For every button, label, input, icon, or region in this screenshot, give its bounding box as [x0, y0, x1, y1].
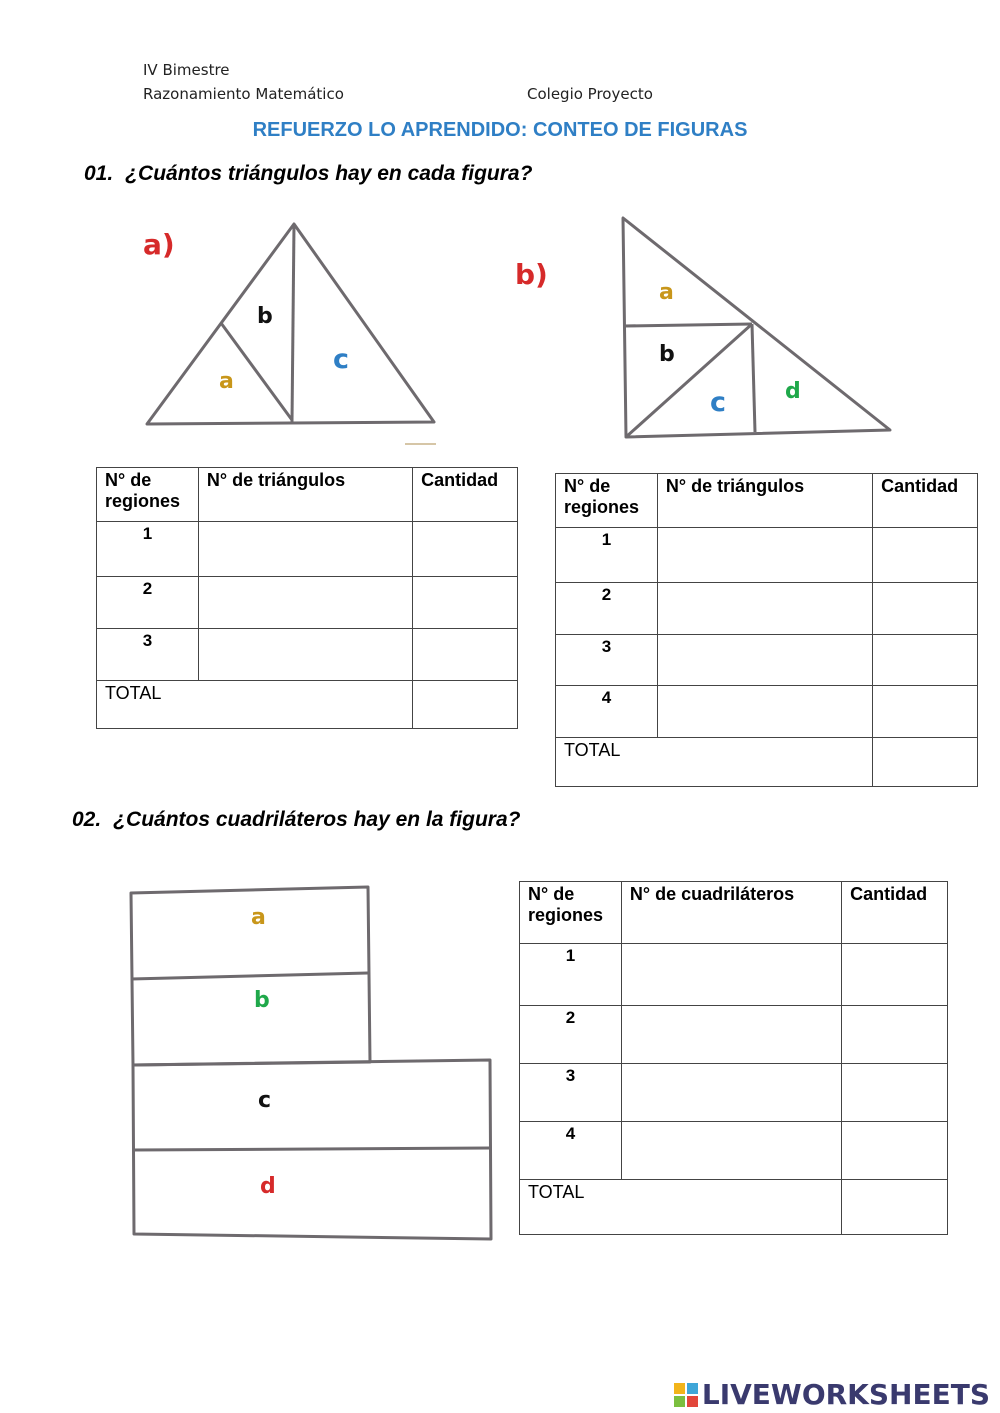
figure-a-region-c: c — [333, 344, 350, 375]
table-q2-header-quadrilaterals: N° de cuadriláteros — [621, 882, 841, 944]
figure-q2-region-b: b — [254, 988, 270, 1013]
table-b-row-2-triangles-cell[interactable] — [657, 583, 872, 635]
table-figure-q2 — [519, 881, 948, 1235]
table-q2-row-3-regions: 3 — [520, 1064, 622, 1122]
table-a-row-2-regions: 2 — [97, 577, 199, 629]
liveworksheets-logo-text: LIVEWORKSHEETS — [701, 1378, 990, 1411]
table-b-row-2-regions: 2 — [556, 583, 658, 635]
figure-b-triangle — [623, 218, 890, 437]
table-b-row-3-regions: 3 — [556, 635, 658, 686]
table-q2-row-2-quadrilaterals-cell[interactable] — [621, 1006, 841, 1064]
table-a-header-regions: N° de regiones — [97, 468, 199, 522]
figure-b-label: b) — [515, 258, 548, 291]
table-b-total-cell[interactable] — [873, 738, 978, 787]
table-q2-row-1-quadrilaterals-cell[interactable] — [621, 944, 841, 1006]
table-q2-row-3-quantity-cell[interactable] — [842, 1064, 948, 1122]
question-2-text: ¿Cuántos cuadriláteros hay en la figura? — [113, 808, 521, 831]
figure-a-region-b: b — [257, 304, 273, 329]
table-q2-row-1-quantity-cell[interactable] — [842, 944, 948, 1006]
table-b-row-2-quantity-cell[interactable] — [873, 583, 978, 635]
table-b-row-4-triangles-cell[interactable] — [657, 686, 872, 738]
figure-q2-region-a: a — [251, 905, 266, 930]
table-b-row-3-triangles-cell[interactable] — [657, 635, 872, 686]
table-q2-row-2-regions: 2 — [520, 1006, 622, 1064]
table-a-row-2-quantity-cell[interactable] — [413, 577, 518, 629]
table-a-row-3-quantity-cell[interactable] — [413, 629, 518, 681]
figure-q2-region-d: d — [260, 1174, 276, 1199]
table-b-row-4-quantity-cell[interactable] — [873, 686, 978, 738]
table-b-header-triangles: N° de triángulos — [657, 474, 872, 528]
table-q2-row-2-quantity-cell[interactable] — [842, 1006, 948, 1064]
figure-q2-rectangles — [131, 887, 491, 1239]
figure-b-region-a: a — [659, 280, 674, 305]
liveworksheets-logo — [674, 1378, 990, 1411]
table-q2-header-quantity: Cantidad — [842, 882, 948, 944]
table-a-row-3-triangles-cell[interactable] — [198, 629, 412, 681]
figure-a-region-a: a — [219, 369, 234, 394]
table-q2-total-label: TOTAL — [520, 1180, 842, 1235]
figure-b-region-d: d — [785, 379, 801, 404]
table-b-row-3-quantity-cell[interactable] — [873, 635, 978, 686]
table-a-header-quantity: Cantidad — [413, 468, 518, 522]
table-a-row-1-triangles-cell[interactable] — [198, 522, 412, 577]
table-b-total-label: TOTAL — [556, 738, 873, 787]
table-a-total-cell[interactable] — [413, 681, 518, 729]
table-a-row-2-triangles-cell[interactable] — [198, 577, 412, 629]
figure-a-label: a) — [143, 228, 175, 261]
liveworksheets-logo-icon — [674, 1383, 698, 1407]
table-b-row-4-regions: 4 — [556, 686, 658, 738]
table-q2-row-4-quadrilaterals-cell[interactable] — [621, 1122, 841, 1180]
table-a-row-1-quantity-cell[interactable] — [413, 522, 518, 577]
header-subject: Razonamiento Matemático — [143, 85, 344, 103]
figure-a-triangle — [147, 224, 436, 444]
table-b-row-1-regions: 1 — [556, 528, 658, 583]
table-a-header-triangles: N° de triángulos — [198, 468, 412, 522]
table-q2-header-regions: N° de regiones — [520, 882, 622, 944]
figure-b-region-c: c — [710, 387, 727, 418]
table-q2-row-1-regions: 1 — [520, 944, 622, 1006]
table-q2-row-4-quantity-cell[interactable] — [842, 1122, 948, 1180]
table-a-total-label: TOTAL — [97, 681, 413, 729]
table-b-header-quantity: Cantidad — [873, 474, 978, 528]
table-a-row-1-regions: 1 — [97, 522, 199, 577]
table-b-row-1-quantity-cell[interactable] — [873, 528, 978, 583]
question-2-number: 02. — [72, 808, 102, 831]
figure-q2-region-c: c — [258, 1088, 272, 1113]
table-figure-b — [555, 473, 978, 787]
table-q2-row-4-regions: 4 — [520, 1122, 622, 1180]
figure-b-region-b: b — [659, 342, 675, 367]
page-title: REFUERZO LO APRENDIDO: CONTEO DE FIGURAS — [252, 119, 748, 141]
table-b-row-1-triangles-cell[interactable] — [657, 528, 872, 583]
table-q2-row-3-quadrilaterals-cell[interactable] — [621, 1064, 841, 1122]
table-b-header-regions: N° de regiones — [556, 474, 658, 528]
table-q2-total-cell[interactable] — [842, 1180, 948, 1235]
header-bimester: IV Bimestre — [143, 61, 230, 79]
table-figure-a — [96, 467, 518, 729]
table-a-row-3-regions: 3 — [97, 629, 199, 681]
question-1-text: ¿Cuántos triángulos hay en cada figura? — [125, 162, 533, 185]
question-1-number: 01. — [84, 162, 114, 185]
question-2 — [72, 808, 520, 832]
header-school: Colegio Proyecto — [527, 85, 653, 103]
